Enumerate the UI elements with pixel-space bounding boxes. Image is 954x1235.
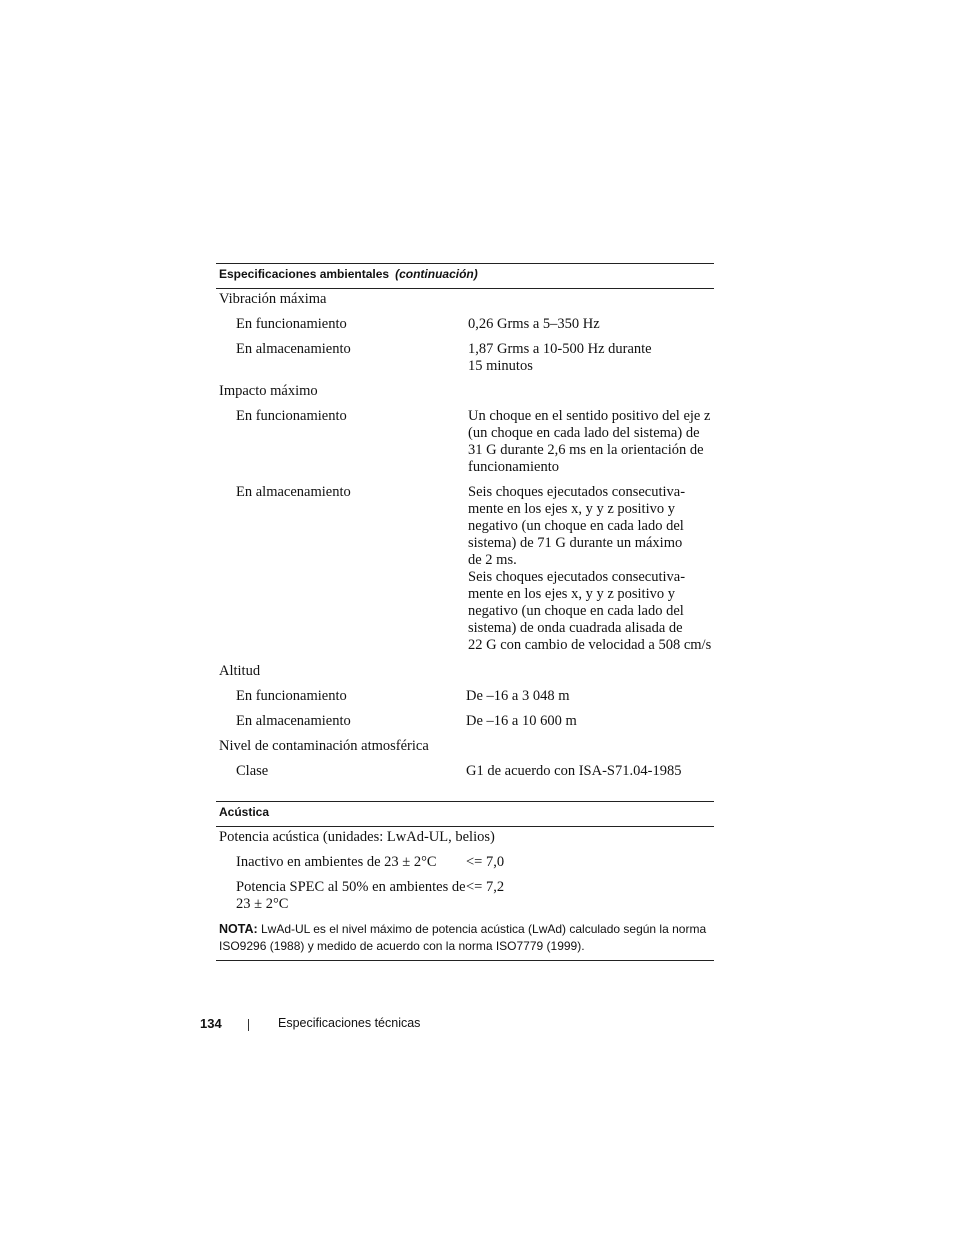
vibration-label: Vibración máxima bbox=[219, 291, 327, 307]
acoustic-power-label: Potencia acústica (unidades: LwAd-UL, belios) bbox=[219, 829, 495, 845]
shock-operating-label: En funcionamiento bbox=[236, 408, 347, 424]
contamination-class-label: Clase bbox=[236, 763, 269, 779]
vibration-operating-value: 0,26 Grms a 5–350 Hz bbox=[468, 316, 600, 332]
altitude-label: Altitud bbox=[219, 663, 261, 679]
note-text: LwAd-UL es el nivel máximo de potencia acústica (LwAd) calculado según la norma ISO9296 (1988) y medido de acuerdo con la norma ISO7779 (1999). bbox=[219, 922, 707, 953]
vibration-storage-value: 1,87 Grms a 10-500 Hz durante 15 minutos bbox=[468, 341, 652, 374]
altitude-operating-label: En funcionamiento bbox=[236, 688, 347, 704]
acoustic-spec-label: Potencia SPEC al 50% en ambientes de 23 ± 2°C bbox=[236, 879, 466, 912]
contamination-label: Nivel de contaminación atmosférica bbox=[219, 738, 429, 754]
note-label: NOTA: bbox=[219, 922, 258, 936]
vibration-storage-label: En almacenamiento bbox=[236, 341, 351, 357]
continuation-label: (continuación) bbox=[395, 267, 478, 281]
page-number: 134 bbox=[200, 1016, 222, 1031]
table-bottom-rule bbox=[216, 960, 714, 961]
acoustic-idle-value: <= 7,0 bbox=[466, 854, 505, 870]
table-top-rule bbox=[216, 263, 714, 264]
acoustics-note bbox=[219, 921, 709, 955]
acoustic-spec-value: <= 7,2 bbox=[466, 879, 505, 895]
footer-section-title: Especificaciones técnicas bbox=[278, 1016, 421, 1030]
altitude-storage-value: De –16 a 10 600 m bbox=[466, 713, 577, 729]
altitude-storage-label: En almacenamiento bbox=[236, 713, 351, 729]
shock-operating-value: Un choque en el sentido positivo del eje z (un choque en cada lado del sistema) de 31 G durante 2,6 ms en la orientación de funcionamiento bbox=[468, 408, 711, 475]
shock-storage-label: En almacenamiento bbox=[236, 484, 351, 500]
shock-storage-value: Seis choques ejecutados consecutiva- mente en los ejes x, y y z positivo y negativo (un choque en cada lado del sistema) de 71 G durante un máximo de 2 ms. Seis choques ejecutados consecutiva- mente en los ejes x, y y z positivo y negativo (un choque en cada lado del sistema) de onda cuadrada alisada de 22 G con cambio de velocidad a 508 cm/s bbox=[468, 484, 712, 653]
shock-label: Impacto máximo bbox=[219, 383, 318, 399]
acoustics-header-rule bbox=[216, 826, 714, 827]
acoustics-table-header bbox=[219, 805, 269, 819]
footer-separator bbox=[248, 1019, 249, 1031]
vibration-operating-label: En funcionamiento bbox=[236, 316, 347, 332]
table-header-rule bbox=[216, 288, 714, 289]
environmental-table-header bbox=[219, 267, 478, 281]
acoustics-top-rule bbox=[216, 801, 714, 802]
environmental-title: Especificaciones ambientales bbox=[219, 267, 390, 281]
acoustics-title: Acústica bbox=[219, 805, 270, 819]
contamination-class-value: G1 de acuerdo con ISA-S71.04-1985 bbox=[466, 763, 682, 779]
altitude-operating-value: De –16 a 3 048 m bbox=[466, 688, 570, 704]
acoustic-idle-label: Inactivo en ambientes de 23 ± 2°C bbox=[236, 854, 437, 870]
